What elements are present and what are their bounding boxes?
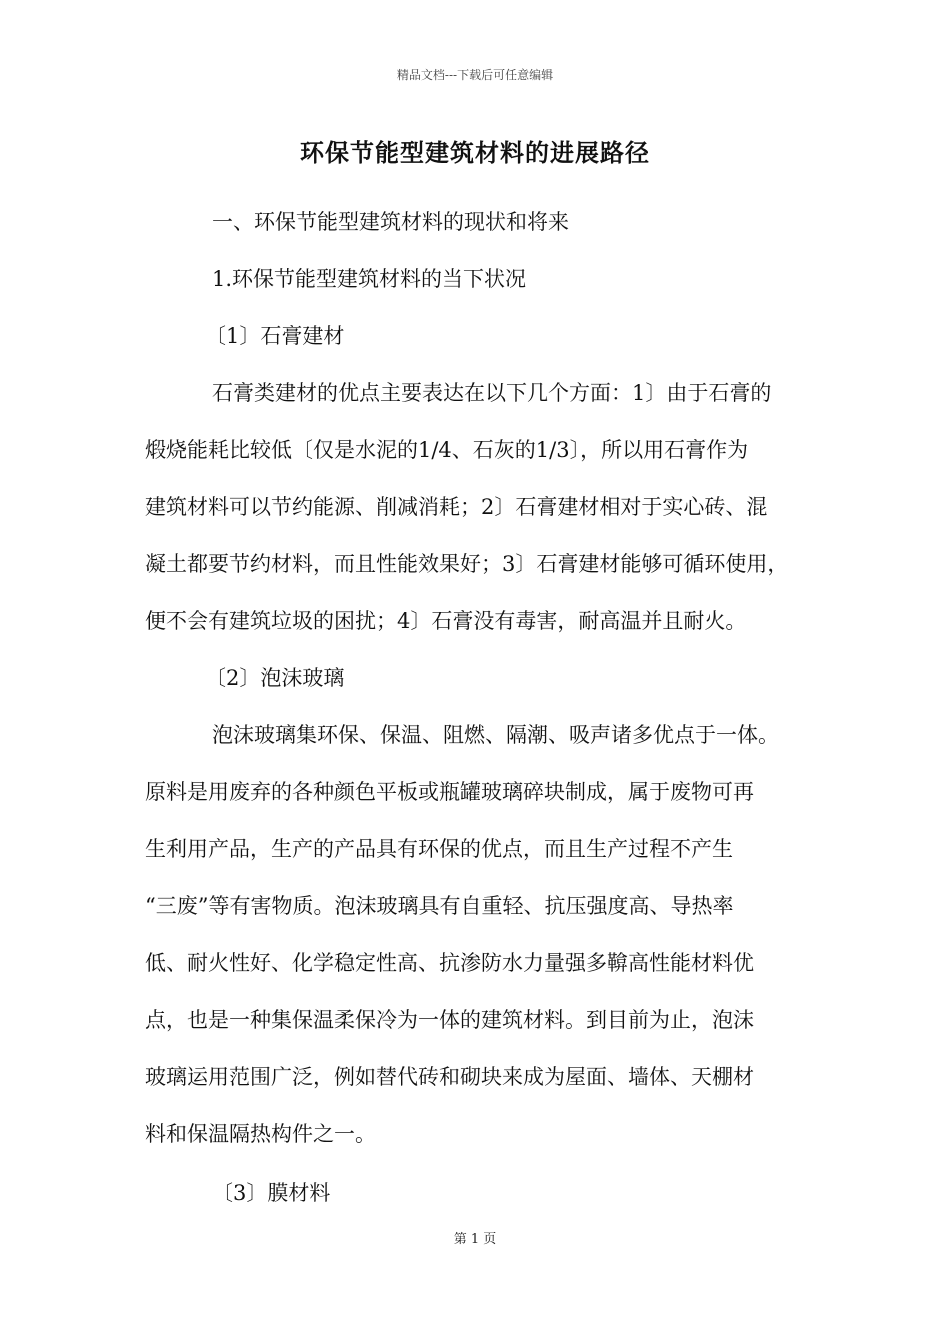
paragraph-line: 生利用产品，生产的产品具有环保的优点，而且生产过程不产生 — [145, 837, 733, 861]
paragraph-line: 石膏类建材的优点主要表达在以下几个方面：1〕由于石膏的 — [212, 381, 772, 405]
paragraph-line: 玻璃运用范围广泛，例如替代砖和砌块来成为屋面、墙体、天棚材 — [145, 1065, 754, 1089]
paragraph-line: 点，也是一种集保温柔保冷为一体的建筑材料。到目前为止，泡沫 — [145, 1008, 754, 1032]
item-heading-gypsum: 〔1〕石膏建材 — [205, 324, 345, 348]
item-heading-membrane: 〔3〕膜材料 — [212, 1181, 331, 1205]
paragraph-line: 煅烧能耗比较低〔仅是水泥的1/4、石灰的1/3〕，所以用石膏作为 — [145, 438, 749, 462]
subsection-heading: 1.环保节能型建筑材料的当下状况 — [212, 267, 527, 291]
paragraph-line: “三废”等有害物质。泡沫玻璃具有自重轻、抗压强度高、导热率 — [145, 894, 734, 918]
paragraph-line: 凝土都要节约材料，而且性能效果好；3〕石膏建材能够可循环使用， — [145, 552, 789, 576]
paragraph-line: 低、耐火性好、化学稳定性高、抗渗防水力量强多鞥高性能材料优 — [145, 951, 754, 975]
paragraph-line: 原料是用废弃的各种颜色平板或瓶罐玻璃碎块制成，属于废物可再 — [145, 780, 754, 804]
paragraph-line: 便不会有建筑垃圾的困扰；4〕石膏没有毒害，耐高温并且耐火。 — [145, 609, 747, 633]
item-heading-foam-glass: 〔2〕泡沫玻璃 — [205, 666, 345, 690]
paragraph-line: 料和保温隔热构件之一。 — [145, 1122, 376, 1146]
paragraph-line: 泡沫玻璃集环保、保温、阻燃、隔潮、吸声诸多优点于一体。 — [212, 723, 779, 747]
page-number: 第 1 页 — [453, 1232, 497, 1247]
section-heading: 一、环保节能型建筑材料的现状和将来 — [212, 210, 569, 234]
page-header: 精品文档---下载后可任意编辑 — [396, 68, 554, 82]
document-title: 环保节能型建筑材料的进展路径 — [300, 138, 650, 167]
paragraph-line: 建筑材料可以节约能源、削减消耗；2〕石膏建材相对于实心砖、混 — [145, 495, 768, 519]
